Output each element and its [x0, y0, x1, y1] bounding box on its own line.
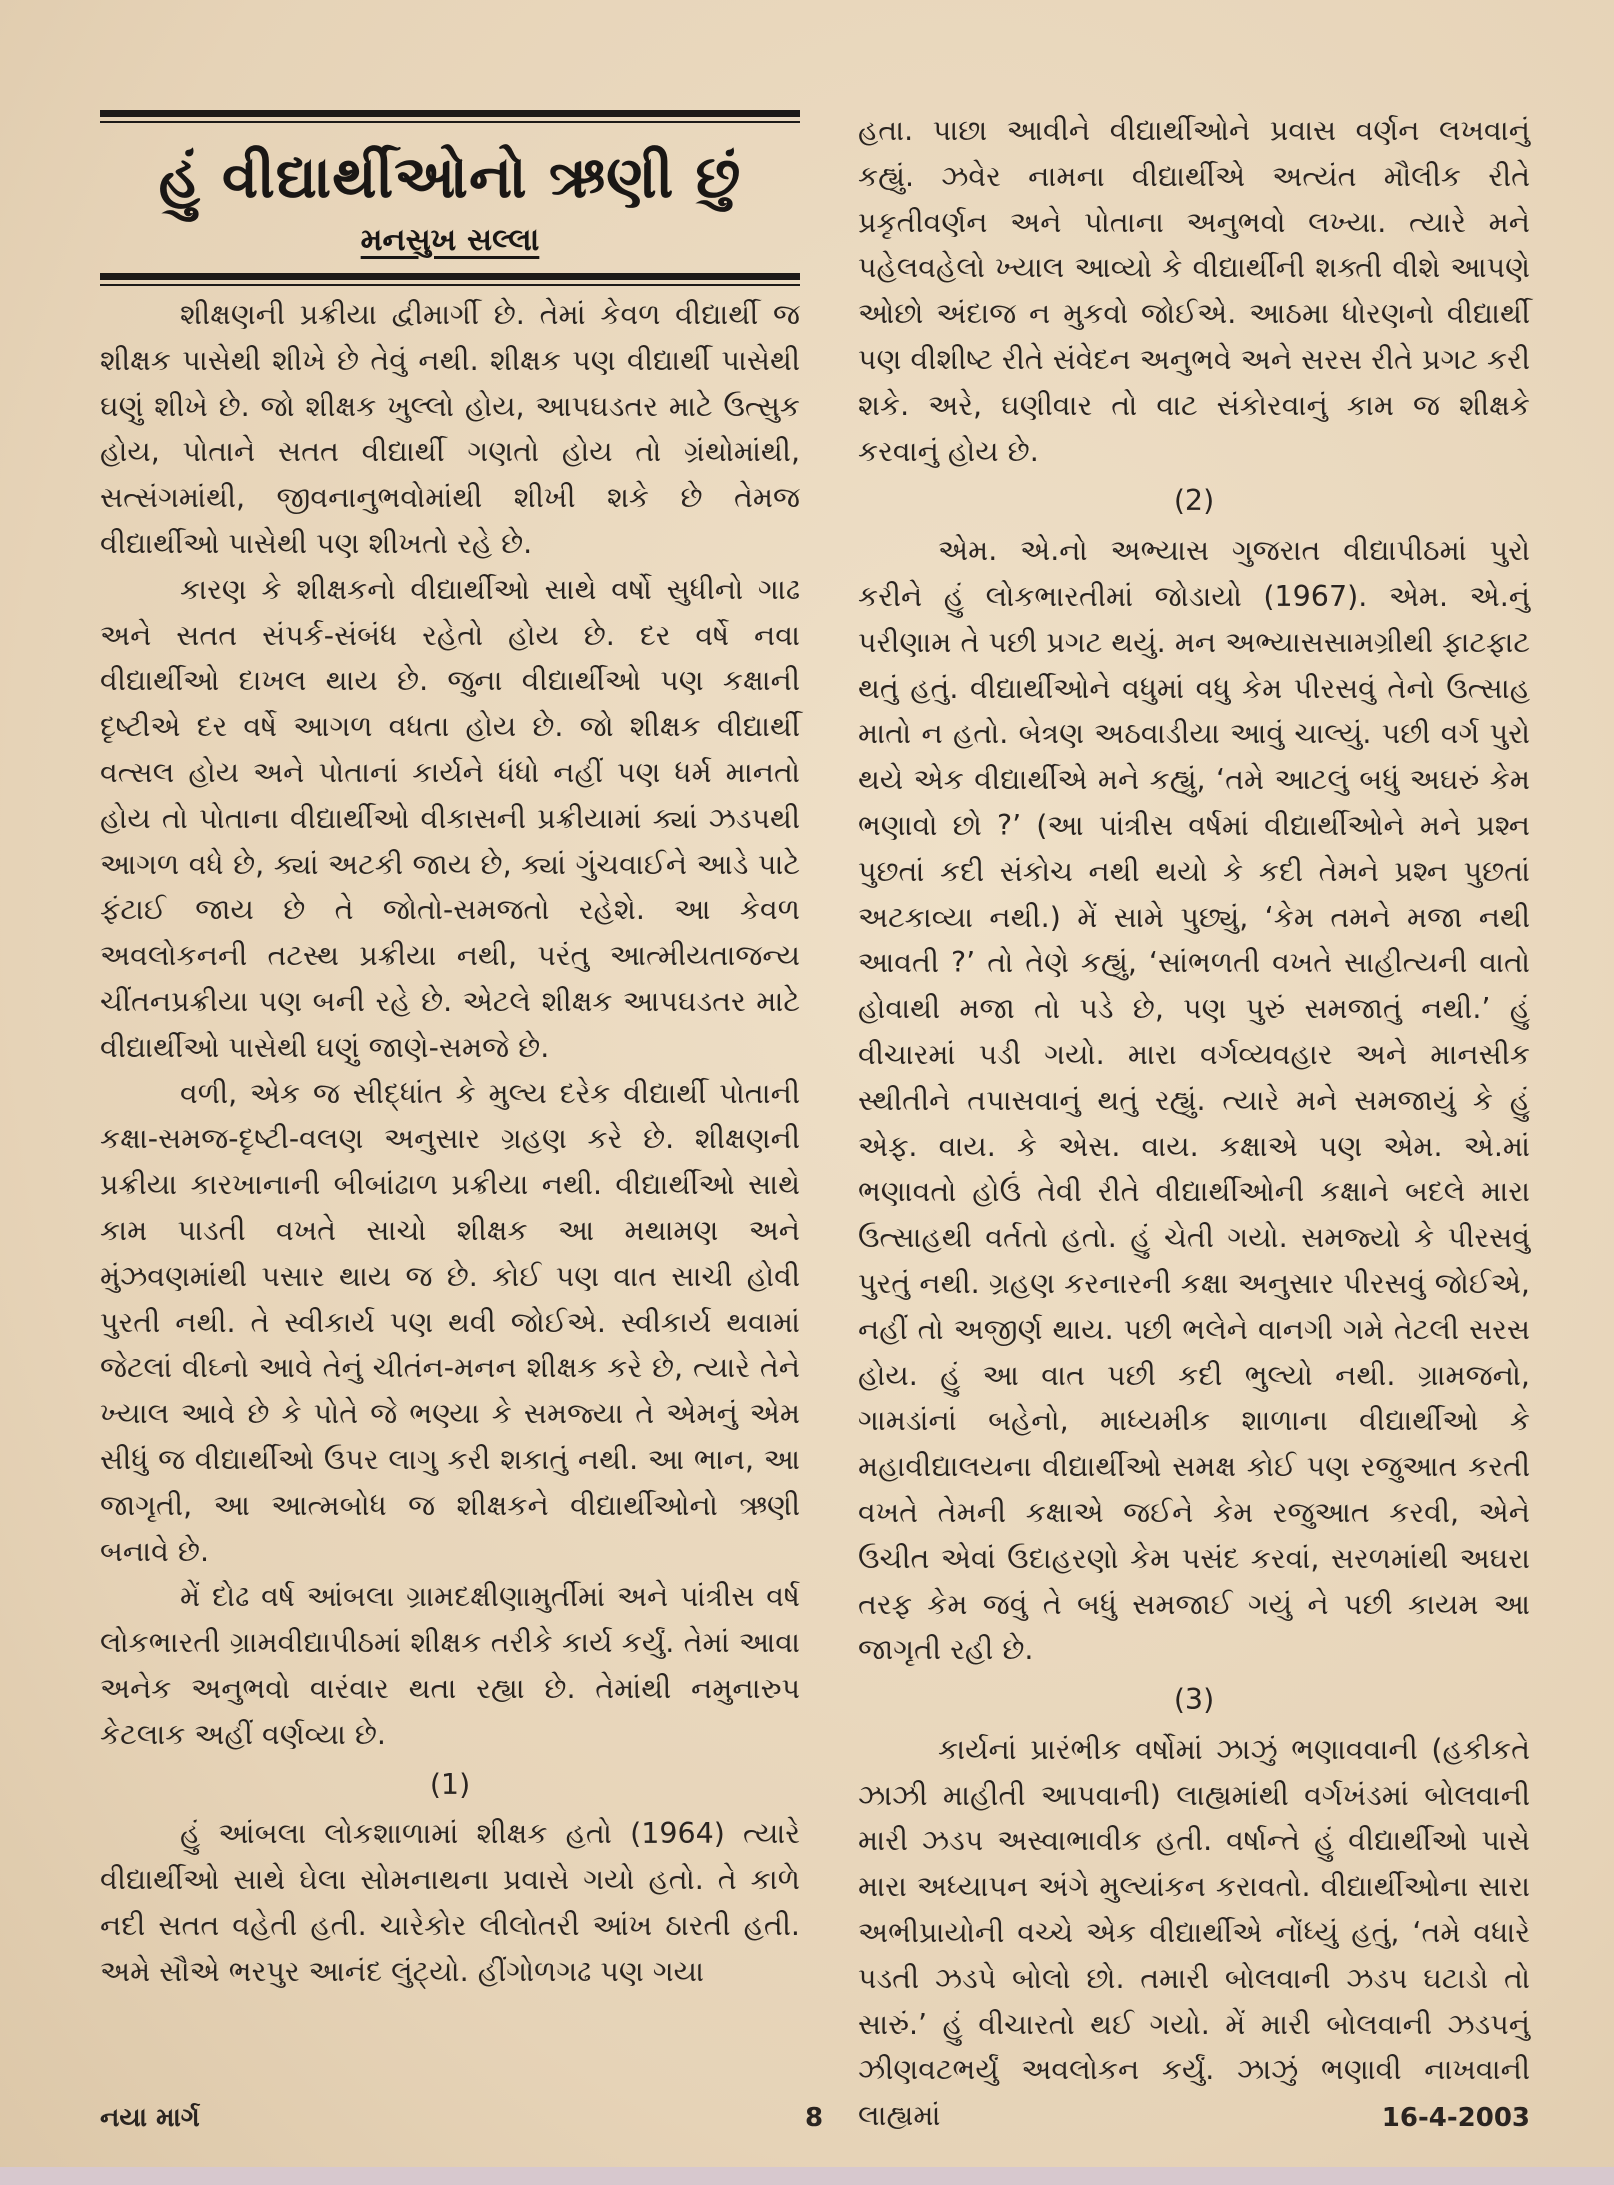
paragraph: કારણ કે શીક્ષકનો વીદ્યાર્થીઓ સાથે વર્ષો સુધીનો ગાઢ અને સતત સંપર્ક-સંબંધ રહેતો હોય છે. દર વર્ષે નવા વીદ્યાર્થીઓ દાખલ થાય છે. જુના વીદ્યાર્થીઓ પણ કક્ષાની દૃષ્ટીએ દર વર્ષે આગળ વધતા હોય છે. જો શીક્ષક વીદ્યાર્થી વત્સલ હોય અને પોતાનાં કાર્યને ધંધો નહીં પણ ધર્મ માનતો હોય તો પોતાના વીદ્યાર્થીઓ વીકાસની પ્રક્રીયામાં ક્યાં ઝડપથી આગળ વધે છે, ક્યાં અટકી જાય છે, ક્યાં ગુંચવાઈને આડે પાટે ફંટાઈ જાય છે તે જોતો-સમજતો રહેશે. આ કેવળ અવલોકનની તટસ્થ પ્રક્રીયા નથી, પરંતુ આત્મીયતાજન્ય ચીંતનપ્રક્રીયા પણ બની રહે છે. એટલે શીક્ષક આપઘડતર માટે વીદ્યાર્થીઓ પાસેથી ઘણું જાણે-સમજે છે.: [100, 572, 800, 1064]
magazine-name: નયા માર્ગ: [100, 2103, 200, 2133]
page-number: 8: [805, 2103, 824, 2133]
paragraph: મેં દોઢ વર્ષ આંબલા ગ્રામદક્ષીણામુર્તીમાં અને પાંત્રીસ વર્ષ લોકભારતી ગ્રામવીદ્યાપીઠમાં શીક્ષક તરીકે કાર્ય કર્યું. તેમાં આવા અનેક અનુભવો વારંવાર થતા રહ્યા છે. તેમાંથી નમુનારુપ કેટલાક અહીં વર્ણવ્યા છે.: [100, 1580, 800, 1751]
rule-thick: [100, 273, 800, 280]
rule-thick: [100, 110, 800, 117]
right-column: [858, 108, 1530, 2139]
article-title: હું વીદ્યાર્થીઓનો ઋણી છું: [158, 143, 742, 211]
issue-date: 16-4-2003: [1381, 2103, 1530, 2133]
scan-edge: [0, 2167, 1614, 2185]
rule-thin: [100, 121, 800, 123]
left-column: [100, 110, 800, 1994]
title-top-rules: [100, 110, 800, 123]
paragraph: હું આંબલા લોકશાળામાં શીક્ષક હતો (1964) ત્યારે વીદ્યાર્થીઓ સાથે ઘેલા સોમનાથના પ્રવાસે ગયો હતો. તે કાળે નદી સતત વહેતી હતી. ચારેકોર લીલોતરી આંખ ઠારતી હતી. અમે સૌએ ભરપુર આનંદ લુંટ્યો. હીંગોળગઢ પણ ગયા: [100, 1817, 800, 1988]
paragraph: કાર્યનાં પ્રારંભીક વર્ષોમાં ઝાઝું ભણાવવાની (હકીકતે ઝાઝી માહીતી આપવાની) લાહ્યમાંથી વર્ગખંડમાં બોલવાની મારી ઝડપ અસ્વાભાવીક હતી. વર્ષાન્તે હું વીદ્યાર્થીઓ પાસે મારા અધ્યાપન અંગે મુલ્યાંકન કરાવતો. વીદ્યાર્થીઓના સારા અભીપ્રાયોની વચ્ચે એક વીદ્યાર્થીએ નોંધ્યું હતું, ‘તમે વધારે પડતી ઝડપે બોલો છો. તમારી બોલવાની ઝડપ ઘટાડો તો સારું.’ હું વીચારતો થઈ ગયો. મેં મારી બોલવાની ઝડપનું ઝીણવટભર્યું અવલોકન કર્યું. ઝાઝું ભણાવી નાખવાની લાહ્યમાં: [858, 1732, 1530, 2133]
paragraph: વળી, એક જ સીદ્ધાંત કે મુલ્ય દરેક વીદ્યાર્થી પોતાની કક્ષા-સમજ-દૃષ્ટી-વલણ અનુસાર ગ્રહણ કરે છે. શીક્ષણની પ્રક્રીયા કારખાનાની બીબાંઢાળ પ્રક્રીયા નથી. વીદ્યાર્થીઓ સાથે કામ પાડતી વખતે સાચો શીક્ષક આ મથામણ અને મુંઝવણમાંથી પસાર થાય જ છે. કોઈ પણ વાત સાચી હોવી પુરતી નથી. તે સ્વીકાર્ય પણ થવી જોઈએ. સ્વીકાર્ય થવામાં જેટલાં વીઘ્નો આવે તેનું ચીતંન-મનન શીક્ષક કરે છે, ત્યારે તેને ખ્યાલ આવે છે કે પોતે જે ભણ્યા કે સમજ્યા તે એમનું એમ સીધું જ વીદ્યાર્થીઓ ઉપર લાગુ કરી શકાતું નથી. આ ભાન, આ જાગૃતી, આ આત્મબોધ જ શીક્ષકને વીદ્યાર્થીઓનો ઋણી બનાવે છે.: [100, 1076, 800, 1568]
title-bottom-rules: [100, 273, 800, 286]
article-author: મનસુખ સલ્લા: [360, 222, 540, 258]
section-number: (3): [1173, 1683, 1215, 1717]
rule-thin: [100, 284, 800, 286]
section-number: (2): [1173, 484, 1215, 518]
section-number: (1): [429, 1767, 471, 1801]
paragraph: એમ. એ.નો અભ્યાસ ગુજરાત વીદ્યાપીઠમાં પુરો કરીને હું લોકભારતીમાં જોડાયો (1967). એમ. એ.નું પરીણામ તે પછી પ્રગટ થયું. મન અભ્યાસસામગ્રીથી ફાટફાટ થતું હતું. વીદ્યાર્થીઓને વધુમાં વધુ કેમ પીરસવું તેનો ઉત્સાહ માતો ન હતો. બેત્રણ અઠવાડીયા આવું ચાલ્યું. પછી વર્ગ પુરો થયે એક વીદ્યાર્થીએ મને કહ્યું, ‘તમે આટલું બધું અઘરું કેમ ભણાવો છો ?’ (આ પાંત્રીસ વર્ષમાં વીદ્યાર્થીઓને મને પ્રશ્ન પુછતાં કદી સંકોચ નથી થયો કે કદી તેમને પ્રશ્ન પુછતાં અટકાવ્યા નથી.) મેં સામે પુછ્યું, ‘કેમ તમને મજા નથી આવતી ?’ તો તેણે કહ્યું, ‘સાંભળતી વખતે સાહીત્યની વાતો હોવાથી મજા તો પડે છે, પણ પુરું સમજાતું નથી.’ હું વીચારમાં પડી ગયો. મારા વર્ગવ્યવહાર અને માનસીક સ્થીતીને તપાસવાનું થતું રહ્યું. ત્યારે મને સમજાયું કે હું એફ. વાય. કે એસ. વાય. કક્ષાએ પણ એમ. એ.માં ભણાવતો હોઉં તેવી રીતે વીદ્યાર્થીઓની કક્ષાને બદલે મારા ઉત્સાહથી વર્તતો હતો. હું ચેતી ગયો. સમજ્યો કે પીરસવું પુરતું નથી. ગ્રહણ કરનારની કક્ષા અનુસાર પીરસવું જોઈએ, નહીં તો અજીર્ણ થાય. પછી ભલેને વાનગી ગમે તેટલી સરસ હોય. હું આ વાત પછી કદી ભુલ્યો નથી. ગ્રામજનો, ગામડાંનાં બહેનો, માધ્યમીક શાળાના વીદ્યાર્થીઓ કે મહાવીદ્યાલયના વીદ્યાર્થીઓ સમક્ષ કોઈ પણ રજુઆત કરતી વખતે તેમની કક્ષાએ જઈને કેમ રજુઆત કરવી, એને ઉચીત એવાં ઉદાહરણો કેમ પસંદ કરવાં, સરળમાંથી અઘરા તરફ કેમ જવું તે બધું સમજાઈ ગયું ને પછી કાયમ આ જાગૃતી રહી છે.: [858, 534, 1530, 1667]
paragraph-continued: હતા. પાછા આવીને વીદ્યાર્થીઓને પ્રવાસ વર્ણન લખવાનું કહ્યું. ઝવેર નામના વીદ્યાર્થીએ અત્યંત મૌલીક રીતે પ્રકૃતીવર્ણન અને પોતાના અનુભવો લખ્યા. ત્યારે મને પહેલવહેલો ખ્યાલ આવ્યો કે વીદ્યાર્થીની શક્તી વીશે આપણે ઓછો અંદાજ ન મુકવો જોઈએ. આઠમા ધોરણનો વીદ્યાર્થી પણ વીશીષ્ટ રીતે સંવેદન અનુભવે અને સરસ રીતે પ્રગટ કરી શકે. અરે, ઘણીવાર તો વાટ સંકોરવાનું કામ જ શીક્ષકે કરવાનું હોય છે.: [858, 114, 1530, 468]
paragraph: શીક્ષણની પ્રક્રીયા દ્વીમાર્ગી છે. તેમાં કેવળ વીદ્યાર્થી જ શીક્ષક પાસેથી શીખે છે તેવું નથી. શીક્ષક પણ વીદ્યાર્થી પાસેથી ઘણું શીખે છે. જો શીક્ષક ખુલ્લો હોય, આપઘડતર માટે ઉત્સુક હોય, પોતાને સતત વીદ્યાર્થી ગણતો હોય તો ગ્રંથોમાંથી, સત્સંગમાંથી, જીવનાનુભવોમાંથી શીખી શકે છે તેમજ વીદ્યાર્થીઓ પાસેથી પણ શીખતો રહે છે.: [100, 298, 800, 560]
page-footer: [100, 2103, 1530, 2153]
